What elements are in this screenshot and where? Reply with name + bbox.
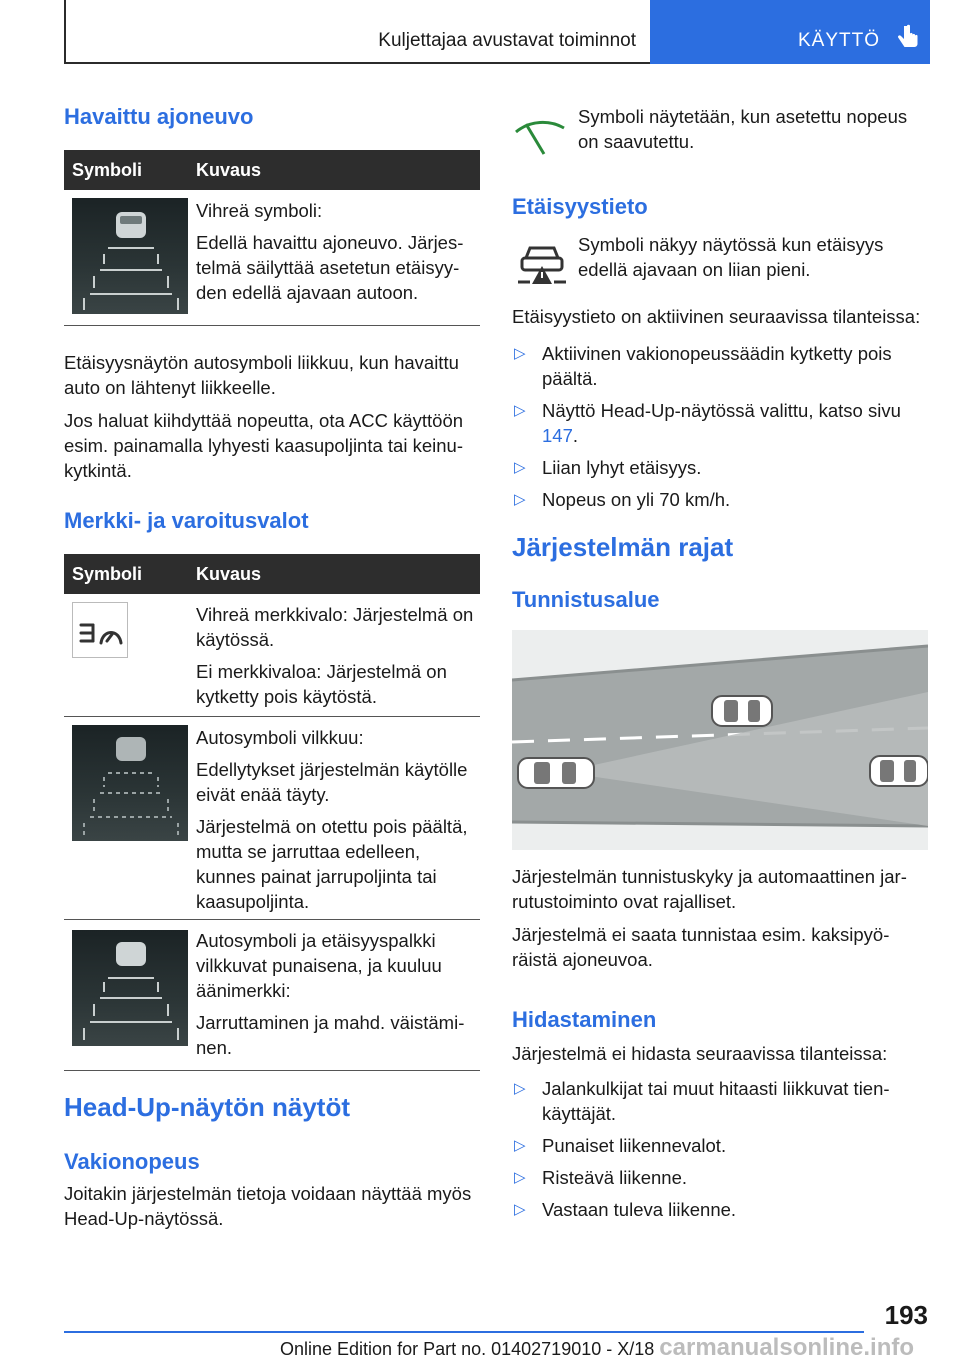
list-item [512, 487, 928, 512]
list-item [512, 455, 928, 480]
row-description [196, 198, 480, 312]
list-item-text: . [572, 425, 579, 446]
flashing-car-symbol-image [72, 725, 188, 841]
table-indicator-lights [64, 554, 480, 1071]
chapter-title: KÄYTTÖ [798, 30, 881, 51]
list-item [512, 1076, 928, 1126]
table-detected-vehicle [64, 150, 480, 326]
heading-slowing: Hidastaminen [512, 1007, 657, 1032]
speed-reached-icon [512, 112, 568, 162]
list-item-text: Punaiset liikennevalot. [542, 1135, 727, 1156]
heading-distance-info: Etäisyystieto [512, 194, 648, 219]
edition-text: Online Edition for Part no. 01402719010 - X/18 [280, 1339, 655, 1359]
col-symbol: Symboli [72, 160, 143, 180]
slowing-section [512, 1007, 928, 1222]
triangle-bullet-icon: ▷ [514, 459, 526, 476]
description-line: Vihreä merkkivalo: Järjestelmä on käytössä. [196, 604, 474, 650]
car-icon [518, 758, 594, 788]
col-description: Kuvaus [196, 160, 262, 180]
heading-hud: Head-Up-näytön näytöt [64, 1092, 350, 1122]
table-header [64, 150, 480, 190]
distance-active-list [512, 304, 928, 512]
paragraph: Etäisyysnäytön autosymboli liikkuu, kun havaittu auto on lähtenyt liikkeelle. [64, 352, 459, 398]
table-header [64, 554, 480, 594]
list-item-text: Risteävä liikenne. [542, 1167, 687, 1188]
triangle-bullet-icon: ▷ [514, 1137, 526, 1154]
section-title: Kuljettajaa avustavat toiminnot [378, 30, 636, 51]
triangle-bullet-icon: ▷ [514, 491, 526, 508]
distance-symbol-text: Symboli näkyy näytössä kun etäisyys edellä ajavaan on liian pieni. [578, 234, 884, 280]
hand-pointer-icon [896, 24, 920, 52]
list-item [512, 1197, 928, 1222]
distance-display-icon [72, 930, 188, 1046]
row-description [196, 725, 480, 921]
speed-symbol-text: Symboli näytetään, kun asetettu nopeus on saavutettu. [578, 106, 908, 152]
paragraphs-distance [64, 350, 480, 483]
paragraph: Jos haluat kiihdyttää nopeutta, ota ACC käyttöön esim. painamalla lyhyesti kaasupoljinta tai keinukytkintä. [64, 410, 464, 481]
paragraph: Järjestelmän tunnistuskyky ja automaattinen jarrutustoiminto ovat rajalliset. [512, 866, 907, 912]
left-column [64, 104, 480, 130]
list-item-text: Aktiivinen vakionopeussäädin kytketty pois päältä. [542, 343, 892, 389]
limits-section [512, 532, 928, 613]
table-row [64, 717, 480, 920]
table-row [64, 594, 480, 717]
list-item [512, 398, 928, 448]
row-description [196, 602, 480, 716]
list-item-text: Liian lyhyt etäisyys. [542, 457, 702, 478]
footer-divider [64, 1331, 864, 1333]
row-description [196, 928, 480, 1067]
list-item [512, 341, 928, 391]
list-item-text: Jalankulkijat tai muut hitaasti liikkuvat tienkäyttäjät. [542, 1078, 890, 1124]
heading-system-limits: Järjestelmän rajat [512, 532, 734, 562]
page-link[interactable]: 147 [542, 425, 573, 446]
indicator-light-image [72, 602, 128, 658]
list-item [512, 1133, 928, 1158]
heading-detection-range: Tunnistusalue [512, 587, 660, 612]
description-line: Edellytykset järjestelmän käytölle eivät enää täyty. [196, 759, 468, 805]
distance-section [512, 194, 928, 220]
watermark: carmanualsonline.info [659, 1334, 914, 1361]
table-row [64, 920, 480, 1071]
paragraph: Järjestelmä ei hidasta seuraavissa tilanteissa: [512, 1043, 888, 1064]
list-item-text: Vastaan tuleva liikenne. [542, 1199, 737, 1220]
col-description: Kuvaus [196, 564, 262, 584]
range-paragraphs [512, 864, 928, 972]
heading-cruise: Vakionopeus [64, 1149, 200, 1174]
triangle-bullet-icon: ▷ [514, 402, 526, 419]
triangle-bullet-icon: ▷ [514, 345, 526, 362]
green-car-symbol-image [72, 198, 188, 314]
page-number: 193 [884, 1300, 928, 1330]
car-icon [712, 696, 772, 726]
chapter-tab [650, 0, 930, 64]
list-item-text: Näyttö Head-Up-näytössä valittu, katso sivu [542, 400, 901, 421]
speed-symbol-block [512, 104, 928, 154]
distance-display-icon [72, 725, 188, 841]
triangle-bullet-icon: ▷ [514, 1080, 526, 1097]
paragraph: Etäisyystieto on aktiivinen seuraavissa tilanteissa: [512, 306, 921, 327]
table-row [64, 190, 480, 326]
car-icon [870, 756, 928, 786]
paragraph: Järjestelmä ei saata tunnistaa esim. kaksipyöräistä ajoneuvoa. [512, 924, 890, 970]
triangle-bullet-icon: ▷ [514, 1201, 526, 1218]
distance-warning-icon [516, 240, 568, 290]
list-item-text: Nopeus on yli 70 km/h. [542, 489, 731, 510]
hud-section [64, 1092, 480, 1231]
heading-detected-vehicle: Havaittu ajoneuvo [64, 104, 254, 129]
heading-indicator-lights: Merkki- ja varoitusvalot [64, 508, 309, 533]
page-header [64, 0, 930, 66]
detection-range-illustration [512, 630, 928, 850]
list-item [512, 1165, 928, 1190]
description-line: Jarruttaminen ja mahd. väistäminen. [196, 1012, 465, 1058]
triangle-bullet-icon: ▷ [514, 1169, 526, 1186]
detection-range-image [512, 630, 928, 850]
description-line: Autosymboli ja etäisyyspalkki vilkkuvat punaisena, ja kuuluu äänimerkki: [196, 930, 442, 1001]
acc-indicator-icon [73, 603, 127, 657]
description-line: Järjestelmä on otettu pois päältä, mutta se jarruttaa edelleen, kunnes painat jarrupoljinta tai kaasupoljinta. [196, 816, 468, 912]
heading-lights-wrap [64, 508, 480, 534]
distance-display-icon [72, 198, 188, 314]
description-line: Vihreä symboli: [196, 200, 323, 221]
col-symbol: Symboli [72, 564, 143, 584]
distance-symbol-block [512, 232, 928, 282]
footer-edition [280, 1334, 914, 1362]
red-warning-symbol-image [72, 930, 188, 1046]
section-tab [64, 0, 652, 64]
description-line: Ei merkkivaloa: Järjestelmä on kytketty pois käytöstä. [196, 661, 447, 707]
description-line: Edellä havaittu ajoneuvo. Järjestelmä säilyttää asetetun etäisyyden edellä ajavaan autoon. [196, 232, 464, 303]
description-line: Autosymboli vilkkuu: [196, 727, 364, 748]
paragraph: Joitakin järjestelmän tietoja voidaan näyttää myös Head-Up-näytössä. [64, 1183, 472, 1229]
